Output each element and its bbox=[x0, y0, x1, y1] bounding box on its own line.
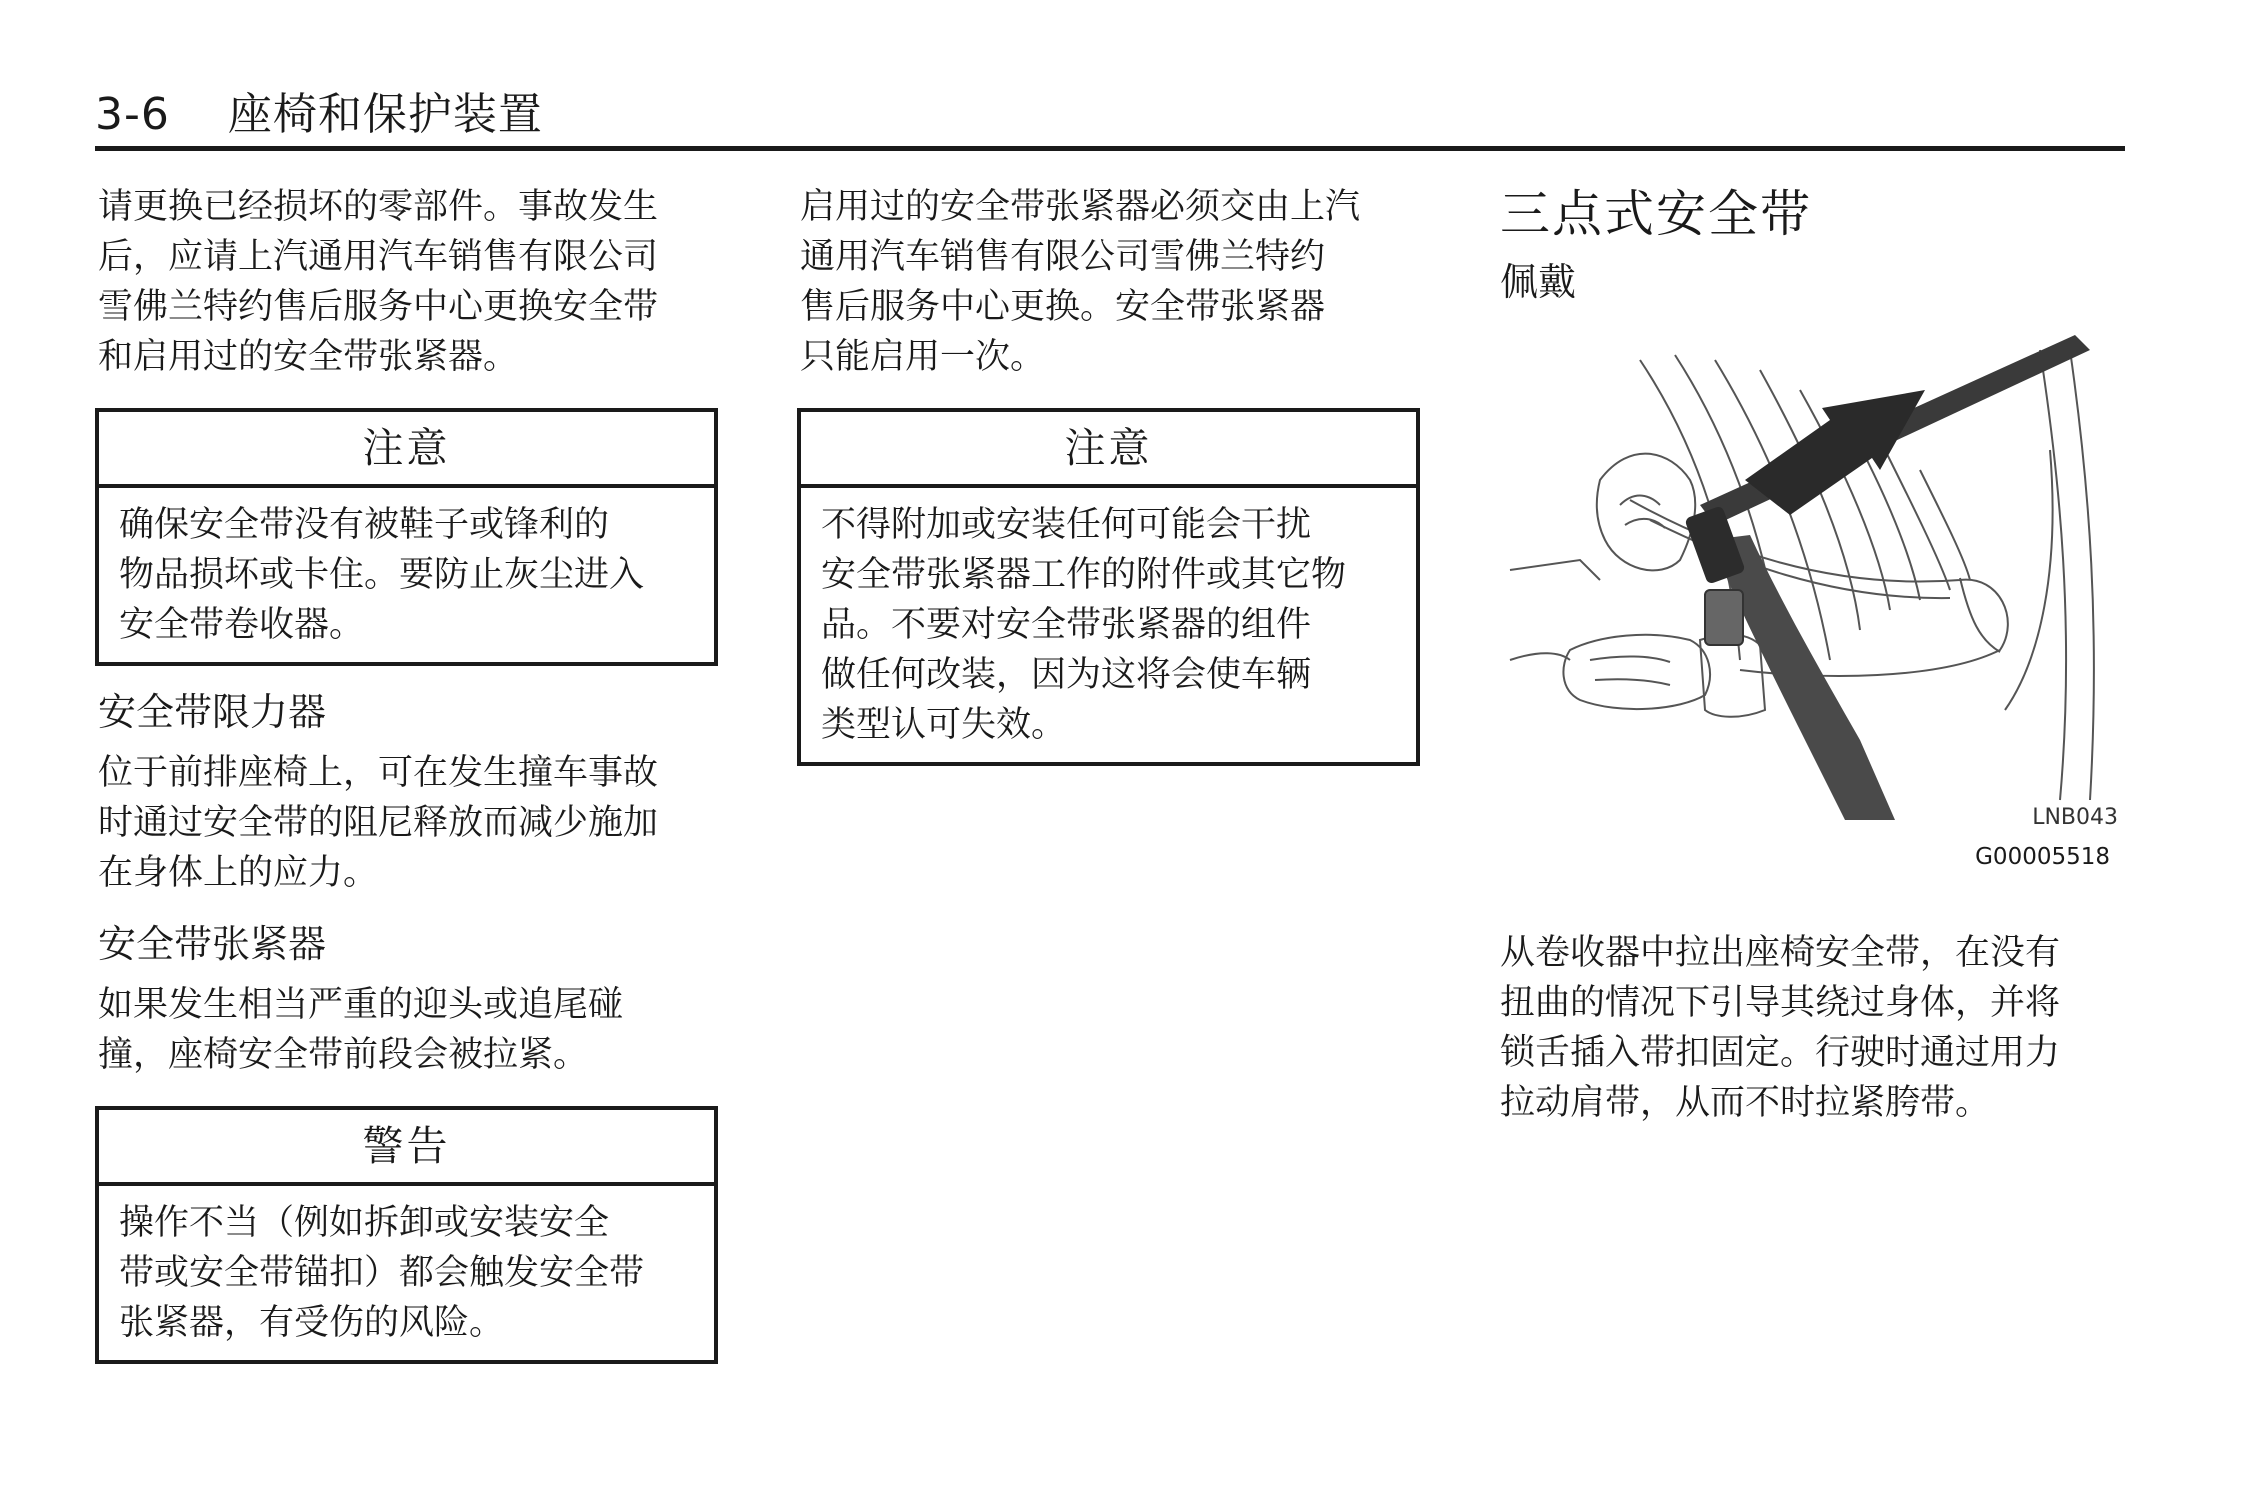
figure-id: G00005518 bbox=[1975, 844, 2110, 870]
page-header bbox=[95, 78, 543, 142]
caution-box-dust bbox=[95, 408, 718, 666]
wearing-paragraph: 从卷收器中拉出座椅安全带，在没有 扭曲的情况下引导其绕过身体，并将 锁舌插入带扣固定。行驶时通过用力 拉动肩带，从而不时拉紧胯带。 bbox=[1500, 933, 2061, 1123]
tensioner-heading: 安全带张紧器 bbox=[98, 922, 327, 966]
warning-box bbox=[95, 1106, 718, 1364]
column-middle bbox=[800, 182, 1420, 766]
limiter-heading: 安全带限力器 bbox=[98, 690, 327, 734]
caution-body: 确保安全带没有被鞋子或锋利的 物品损坏或卡住。要防止灰尘进入 安全带卷收器。 bbox=[119, 505, 645, 645]
column-right bbox=[1500, 182, 2125, 1128]
limiter-paragraph: 位于前排座椅上，可在发生撞车事故 时通过安全带的阻尼释放而减少施加 在身体上的应力。 bbox=[98, 753, 659, 893]
tensioner-replace-paragraph: 启用过的安全带张紧器必须交由上汽 通用汽车销售有限公司雪佛兰特约 售后服务中心更换。安全带张紧器 只能启用一次。 bbox=[800, 187, 1361, 377]
seatbelt-illustration bbox=[1500, 330, 2120, 830]
warning-body: 操作不当（例如拆卸或安装安全 带或安全带锚扣）都会触发安全带 张紧器，有受伤的风险。 bbox=[119, 1203, 645, 1343]
column-left bbox=[98, 182, 718, 1364]
caution-title: 注意 bbox=[801, 412, 1416, 488]
caution-box-accessories bbox=[797, 408, 1420, 766]
intro-paragraph: 请更换已经损坏的零部件。事故发生 后，应请上汽通用汽车销售有限公司 雪佛兰特约售后服务中心更换安全带 和启用过的安全带张紧器。 bbox=[98, 187, 659, 377]
tensioner-paragraph: 如果发生相当严重的迎头或追尾碰 撞，座椅安全带前段会被拉紧。 bbox=[98, 985, 624, 1075]
page-number: 3-6 bbox=[95, 89, 170, 140]
caution-body: 不得附加或安装任何可能会干扰 安全带张紧器工作的附件或其它物 品。不要对安全带张紧器的组件 做任何改装，因为这将会使车辆 类型认可失效。 bbox=[821, 505, 1347, 745]
wearing-subheading: 佩戴 bbox=[1500, 260, 1577, 304]
warning-title: 警告 bbox=[99, 1110, 714, 1186]
three-point-belt-heading: 三点式安全带 bbox=[1500, 185, 1812, 243]
figure-label: LNB043 bbox=[2032, 805, 2118, 830]
seatbelt-drawing bbox=[1500, 330, 2120, 830]
header-rule bbox=[95, 146, 2125, 151]
section-title: 座椅和保护装置 bbox=[227, 89, 543, 140]
caution-title: 注意 bbox=[99, 412, 714, 488]
